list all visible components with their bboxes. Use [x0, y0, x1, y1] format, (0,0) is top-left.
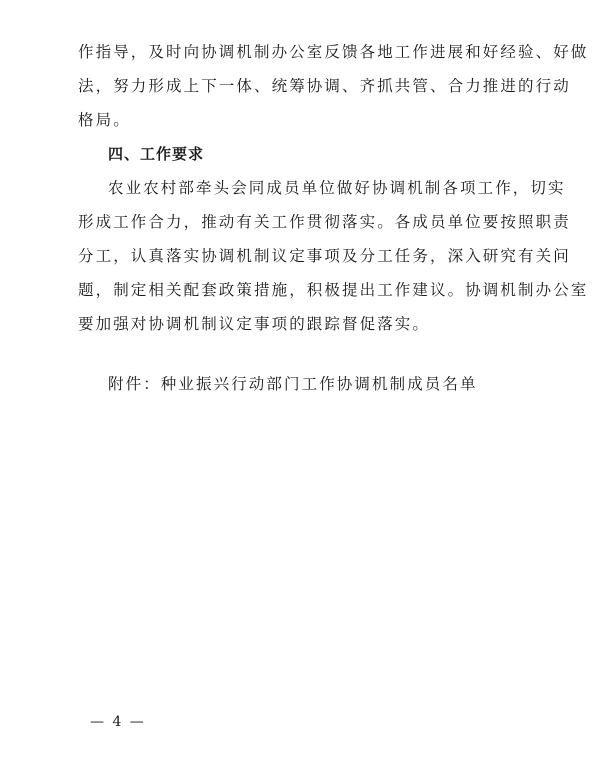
body-text-line: 格局。 — [78, 111, 131, 129]
section-heading: 四、工作要求 — [108, 145, 205, 163]
body-text-line: 法，努力形成上下一体、统筹协调、齐抓共管、合力推进的行动 — [78, 77, 571, 95]
body-text-line: 题，制定相关配套政策措施，积极提出工作建议。协调机制办公室 — [78, 281, 589, 299]
body-text-line: 要加强对协调机制议定事项的跟踪督促落实。 — [78, 315, 431, 333]
body-text-line: 形成工作合力，推动有关工作贯彻落实。各成员单位要按照职责 — [78, 213, 571, 231]
body-text-line: 农业农村部牵头会同成员单位做好协调机制各项工作，切实 — [108, 179, 566, 197]
attachment-line: 附件：种业振兴行动部门工作协调机制成员名单 — [108, 375, 478, 393]
body-text-line: 作指导，及时向协调机制办公室反馈各地工作进展和好经验、好做 — [78, 43, 589, 61]
page-number: — 4 — — [90, 714, 146, 730]
body-text-line: 分工，认真落实协调机制议定事项及分工任务，深入研究有关问 — [78, 247, 571, 265]
